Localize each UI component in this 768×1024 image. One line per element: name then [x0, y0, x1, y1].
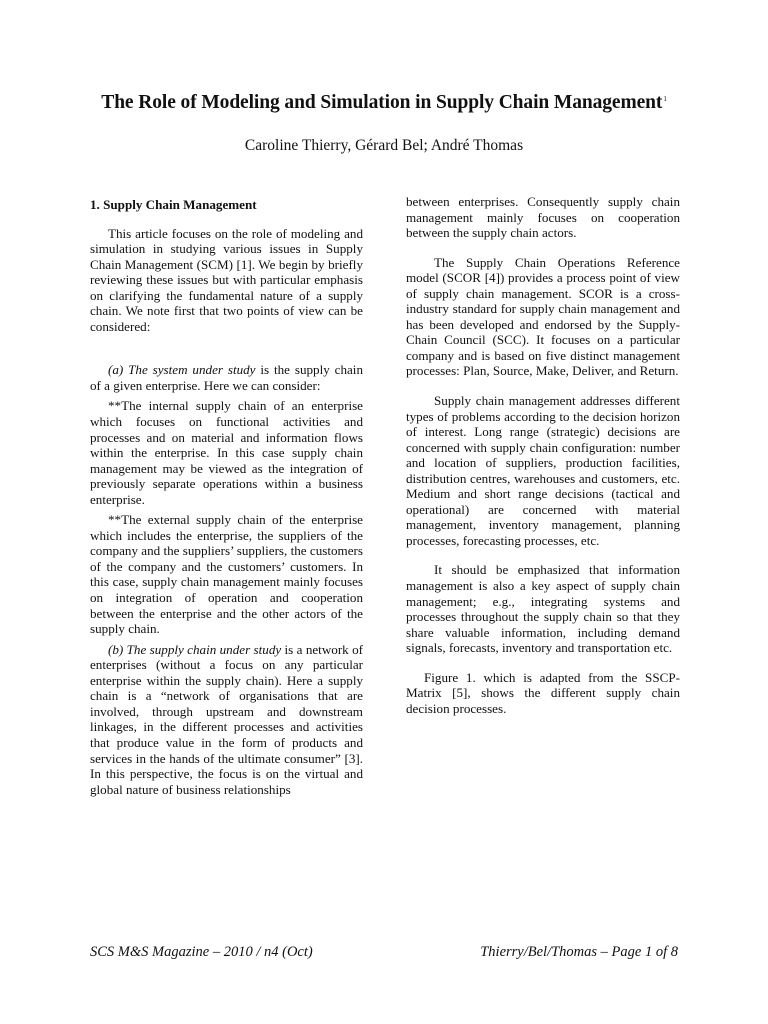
figure-reference-paragraph: Figure 1. which is adapted from the SSCP-Matrix [5], shows the different supply chain decision processes. [406, 669, 680, 716]
section-heading: 1. Supply Chain Management [90, 197, 257, 212]
point-b-paragraph [90, 642, 363, 797]
external-supply-chain-paragraph: **The external supply chain of the enterprise which includes the enterprise, the suppliers of the company and the suppliers’ suppliers, the customers of the company and the customers’ customers. In this case, supply chain management mainly focuses on integration of operation and cooperation between the enterprise and the other actors of the supply chain. [90, 512, 363, 637]
author-list: Caroline Thierry, Gérard Bel; André Thomas [244, 137, 524, 154]
paper-title [0, 92, 768, 114]
title-footnote-marker: 1 [663, 94, 667, 103]
information-paragraph: It should be emphasized that information management is also a key aspect of supply chain management; e.g., integrating systems and processes throughout the supply chain so that they share valuable information, including demand signals, forecasts, inventory and transportation etc. [406, 562, 680, 656]
left-column [90, 197, 363, 797]
point-a-text: is the supply chain of a given enterprise. Here we can consider: [90, 362, 363, 393]
intro-paragraph: This article focuses on the role of modeling and simulation in studying various issues in Supply Chain Management (SCM) [1]. We begin by briefly reviewing these issues but with particular emphasis on clarifying the fundamental nature of a supply chain. We note first that two points of view can be considered: [90, 225, 363, 334]
point-a-paragraph [90, 362, 363, 393]
footer-page-number: Thierry/Bel/Thomas – Page 1 of 8 [480, 944, 678, 960]
paper-title-text: The Role of Modeling and Simulation in Supply Chain Management [101, 92, 663, 113]
footer-journal: SCS M&S Magazine – 2010 / n4 (Oct) [90, 944, 313, 960]
internal-supply-chain-paragraph: **The internal supply chain of an enterprise which focuses on functional activities and processes and on material and information flows within the enterprise. In this case supply chain management may be viewed as the integration of previously separate operations within a business enterprise. [90, 398, 363, 507]
point-b-text: is a network of enterprises (without a focus on any particular enterprise within the supply chain). Here a supply chain is a “network of organisations that are involved, through upstream and downstream linkages, in the different processes and activities that produce value in the form of products and services in the hands of the ultimate consumer” [3]. In this perspective, the focus is on the virtual and global nature of business relationships [90, 641, 363, 797]
point-a-label-rest: he system under study [135, 362, 256, 378]
scor-paragraph: The Supply Chain Operations Reference model (SCOR [4]) provides a process point of view of supply chain management. SCOR is a cross-industry standard for supply chain management and has been developed and endorsed by the Supply-Chain Council (SCC). It focuses on a particular company and is based on five distinct management processes: Plan, Source, Make, Deliver, and Return. [406, 254, 680, 379]
point-b-label: (b) The supply chain under study [108, 641, 282, 657]
continuation-paragraph: between enterprises. Consequently supply chain management mainly focuses on cooperation between the supply chain actors. [406, 194, 680, 241]
problems-paragraph: Supply chain management addresses different types of problems according to the decision horizon of interest. Long range (strategic) decisions are concerned with supply chain configuration: number and location of suppliers, production facilities, distribution centres, warehouses and customers, etc. Medium and short range decisions (tactical and operational) are concerned with material management, inventory management, planning processes, forecasting processes, etc. [406, 393, 680, 548]
right-column [406, 194, 680, 716]
point-a-label: (a) T [108, 362, 136, 378]
